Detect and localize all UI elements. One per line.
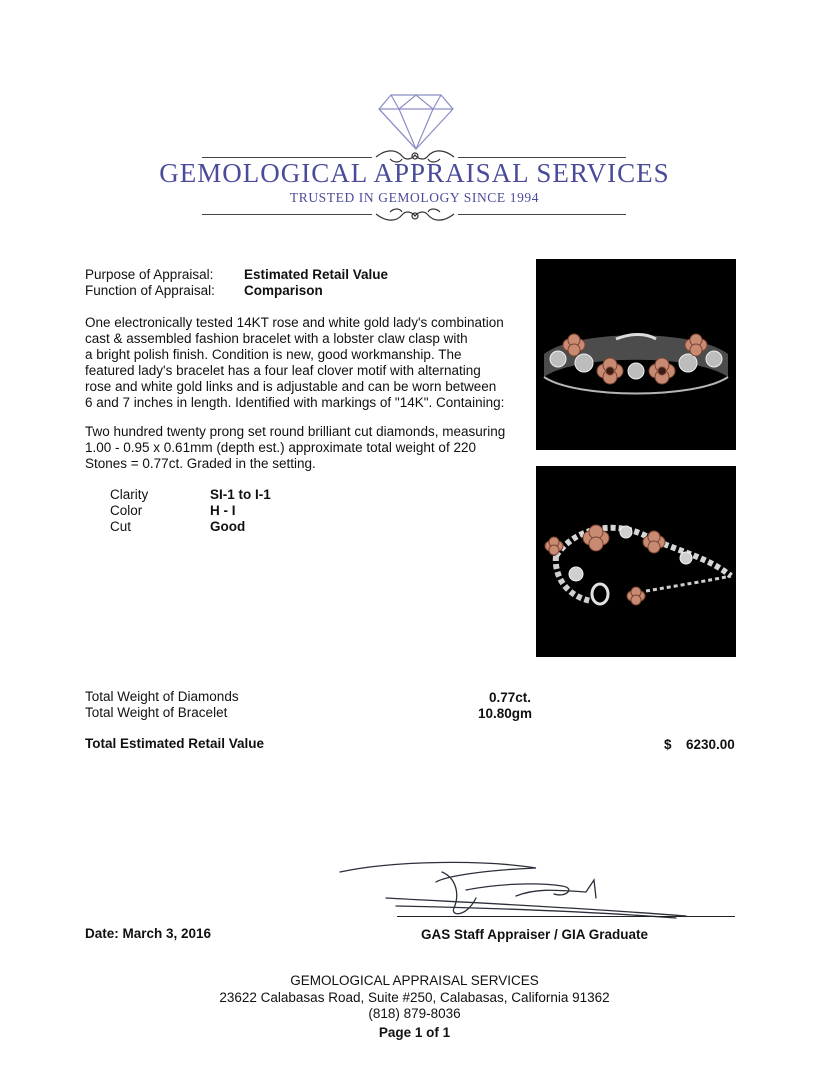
purpose-value: Estimated Retail Value bbox=[244, 267, 389, 282]
purpose-label: Purpose of Appraisal: bbox=[85, 267, 214, 282]
description-line: One electronically tested 14KT rose and white gold lady's combination bbox=[85, 315, 504, 330]
footer-company: GEMOLOGICAL APPRAISAL SERVICES bbox=[290, 973, 539, 988]
footer-address: 23622 Calabasas Road, Suite #250, Calabasas, California 91362 bbox=[219, 990, 610, 1005]
function-label: Function of Appraisal: bbox=[85, 283, 215, 298]
stones-line: Two hundred twenty prong set round brilliant cut diamonds, measuring bbox=[85, 424, 506, 439]
clarity-value: SI-1 to I-1 bbox=[210, 487, 271, 502]
currency-symbol: $ bbox=[664, 737, 672, 752]
company-tagline: TRUSTED IN GEMOLOGY SINCE 1994 bbox=[289, 190, 540, 205]
retail-value-label: Total Estimated Retail Value bbox=[85, 736, 265, 751]
stones-line: 1.00 - 0.95 x 0.61mm (depth est.) approximate total weight of 220 bbox=[85, 440, 476, 455]
appraiser-signature bbox=[336, 858, 696, 922]
description-line: cast & assembled fashion bracelet with a lobster claw clasp with bbox=[85, 331, 468, 346]
color-label: Color bbox=[110, 503, 143, 518]
bracelet-weight-label: Total Weight of Bracelet bbox=[85, 705, 228, 720]
description-line: featured lady's bracelet has a four leaf clover motif with alternating bbox=[85, 363, 481, 378]
bracelet-photo-top bbox=[536, 259, 736, 450]
bracelet-weight-value: 10.80gm bbox=[478, 706, 533, 721]
cut-value: Good bbox=[210, 519, 246, 534]
diamond-weight-value: 0.77ct. bbox=[489, 690, 532, 705]
flourish-icon bbox=[372, 205, 458, 225]
clarity-label: Clarity bbox=[110, 487, 149, 502]
stones-description bbox=[85, 424, 505, 472]
diamond-logo-icon bbox=[377, 93, 455, 151]
bracelet-photo-bottom bbox=[536, 466, 736, 657]
stones-line: Stones = 0.77ct. Graded in the setting. bbox=[85, 456, 316, 471]
retail-value-amount: 6230.00 bbox=[686, 737, 735, 752]
appraiser-title: GAS Staff Appraiser / GIA Graduate bbox=[421, 927, 649, 942]
color-value: H - I bbox=[210, 503, 236, 518]
description-line: 6 and 7 inches in length. Identified with markings of "14K". Containing: bbox=[85, 395, 505, 410]
page-number: Page 1 of 1 bbox=[378, 1025, 451, 1040]
description-line: rose and white gold links and is adjustable and can be worn between bbox=[85, 379, 497, 394]
signature-line bbox=[397, 916, 735, 917]
company-title: GEMOLOGICAL APPRAISAL SERVICES bbox=[159, 158, 670, 188]
diamond-weight-label: Total Weight of Diamonds bbox=[85, 689, 239, 704]
function-value: Comparison bbox=[244, 283, 323, 298]
appraisal-date: Date: March 3, 2016 bbox=[85, 926, 212, 941]
description-line: a bright polish finish. Condition is new, good workmanship. The bbox=[85, 347, 462, 362]
cut-label: Cut bbox=[110, 519, 132, 534]
item-description bbox=[85, 315, 504, 411]
footer-phone: (818) 879-8036 bbox=[368, 1006, 461, 1021]
